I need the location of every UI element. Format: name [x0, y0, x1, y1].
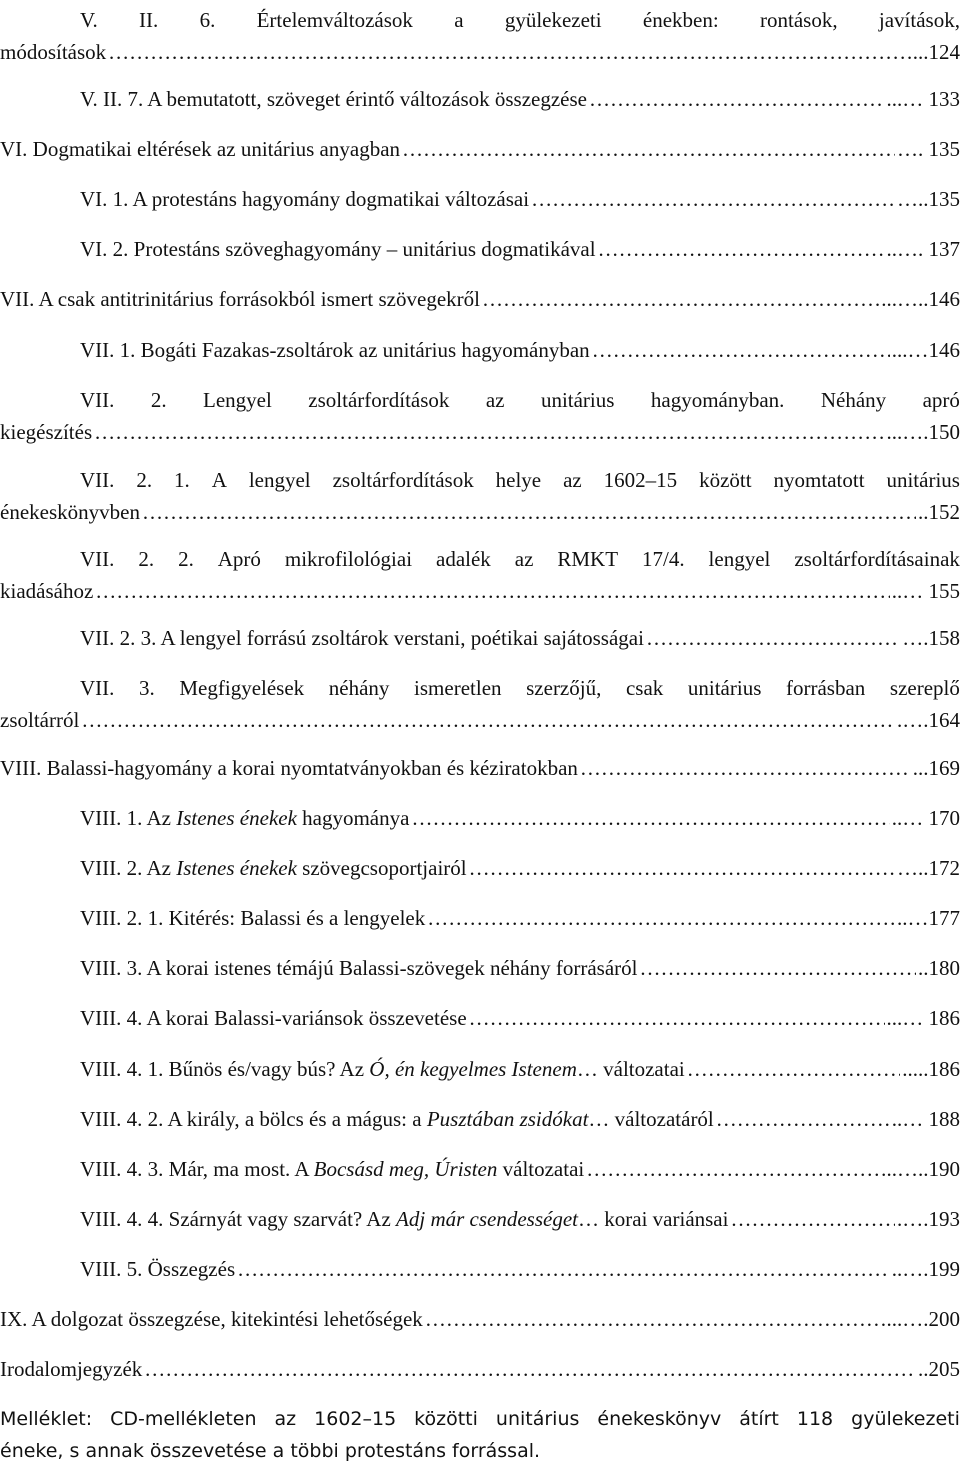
toc-entry-line-2 — [0, 500, 960, 524]
dot-leader — [586, 1157, 884, 1181]
page-number: ..152 — [918, 500, 960, 524]
toc-title-continuation: énekeskönyvben — [0, 500, 140, 524]
dot-leader — [108, 40, 911, 64]
toc-entry-line-1 — [0, 547, 960, 571]
toc-word: Lengyel — [203, 388, 272, 412]
dot-leader — [531, 187, 895, 211]
dot-leader — [81, 708, 895, 732]
toc-entry-line-1 — [0, 676, 960, 700]
page-number: ...…..146 — [881, 287, 960, 311]
toc-word: 1. — [174, 468, 190, 492]
toc-word: az — [275, 1407, 297, 1431]
toc-word: CD-mellékleten — [110, 1407, 256, 1431]
toc-word: apró — [923, 388, 960, 412]
toc-word: hagyományban. — [651, 388, 785, 412]
page-number: ..… 155 — [892, 579, 960, 603]
dot-leader — [730, 1207, 895, 1231]
toc-entry — [0, 468, 960, 524]
toc-title-italic: Istenes énekek — [176, 806, 297, 830]
toc-entry — [0, 756, 960, 780]
toc-title: VII. A csak antitrinitárius forrásokból ismert szövegekről — [0, 287, 480, 311]
dot-leader — [142, 500, 916, 524]
toc-word: 17/4. — [642, 547, 685, 571]
toc-word: ismeretlen — [414, 676, 501, 700]
toc-word: Apró — [218, 547, 261, 571]
toc-word: javítások, — [879, 8, 960, 32]
toc-word: zsoltárfordításainak — [794, 547, 960, 571]
toc-title: VIII. 2. 1. Kitérés: Balassi és a lengyelek — [80, 906, 425, 930]
dot-leader — [94, 420, 884, 444]
toc-word: rontások, — [760, 8, 838, 32]
toc-word: az — [563, 468, 582, 492]
toc-word: unitárius — [496, 1407, 580, 1431]
toc-entry-line-1 — [0, 388, 960, 412]
toc-word: énekben: — [643, 8, 719, 32]
toc-title: Irodalomjegyzék — [0, 1357, 142, 1381]
toc-word: adalék — [436, 547, 491, 571]
dot-leader — [646, 626, 900, 650]
dot-leader — [580, 756, 911, 780]
toc-word: 2. — [151, 388, 167, 412]
toc-word: RMKT — [557, 547, 618, 571]
toc-word: a — [454, 8, 463, 32]
toc-word: 118 — [797, 1407, 833, 1431]
toc-word: átírt — [739, 1407, 779, 1431]
dot-leader — [640, 956, 917, 980]
page-number: …..172 — [897, 856, 960, 880]
page-number: ...…146 — [892, 338, 960, 362]
toc-title — [80, 856, 467, 880]
toc-title-text: … változatáról — [588, 1107, 713, 1131]
page-number: ...124 — [913, 40, 960, 64]
dot-leader — [144, 1357, 916, 1381]
toc-word: között — [699, 468, 752, 492]
toc-word: V. — [80, 8, 98, 32]
toc-title-text: VIII. 4. 3. Már, ma most. A — [80, 1157, 314, 1181]
page-number: ..…..190 — [887, 1157, 960, 1181]
toc-word: az — [515, 547, 534, 571]
toc-title-text: … korai variánsai — [578, 1207, 728, 1231]
page-number: ...….150 — [887, 420, 960, 444]
toc-title-text: VIII. 2. Az — [80, 856, 176, 880]
page-number: ...169 — [913, 756, 960, 780]
toc-title-text: … változatai — [577, 1057, 685, 1081]
page-number: .....186 — [902, 1057, 960, 1081]
toc-word: nyomtatott — [774, 468, 865, 492]
page-number: ..…. 137 — [887, 237, 960, 261]
toc-title-text: VIII. 4. 2. A király, a bölcs és a mágus: a — [80, 1107, 427, 1131]
toc-title — [80, 1157, 584, 1181]
toc-entry — [0, 1057, 960, 1081]
toc-word: 2. — [178, 547, 194, 571]
toc-entry — [0, 676, 960, 732]
toc-entry — [0, 856, 960, 880]
toc-entry-line-1 — [0, 468, 960, 492]
toc-title: VI. Dogmatikai eltérések az unitárius anyagban — [0, 137, 400, 161]
toc-word: 6. — [200, 8, 216, 32]
toc-word: helye — [496, 468, 541, 492]
toc-word: Értelemváltozások — [257, 8, 413, 32]
toc-entry-line-2 — [0, 420, 960, 444]
toc-word: Melléklet: — [0, 1407, 92, 1431]
toc-word: szereplő — [890, 676, 960, 700]
dot-leader — [469, 856, 895, 880]
toc-word: Néhány — [821, 388, 886, 412]
toc-title-italic: Bocsásd meg, Úristen — [314, 1157, 498, 1181]
toc-word: lengyel — [709, 547, 771, 571]
toc-entry — [0, 1407, 960, 1463]
dot-leader — [402, 137, 895, 161]
page-number: ...….200 — [887, 1307, 960, 1331]
page-number: .….164 — [897, 708, 960, 732]
toc-title-italic: Pusztában zsidókat — [427, 1107, 589, 1131]
toc-entry — [0, 287, 960, 311]
toc-word: Megfigyelések — [179, 676, 304, 700]
page-number: ..205 — [918, 1357, 960, 1381]
toc-word: szerzőjű, — [526, 676, 601, 700]
toc-entry — [0, 906, 960, 930]
toc-word: zsoltárfordítások — [333, 468, 474, 492]
toc-word: 1602–15 — [604, 468, 678, 492]
toc-title — [80, 1207, 728, 1231]
toc-word: néhány — [329, 676, 390, 700]
page-number: ..180 — [918, 956, 960, 980]
page-number: ….158 — [902, 626, 960, 650]
toc-entry — [0, 8, 960, 64]
toc-word: gyülekezeti — [851, 1407, 960, 1431]
page-number: …..135 — [897, 187, 960, 211]
toc-word: unitárius — [541, 388, 615, 412]
page-number: ...… 186 — [887, 1006, 960, 1030]
toc-word: 2. — [138, 547, 154, 571]
toc-word: unitárius — [688, 676, 762, 700]
page-number: ..… 170 — [892, 806, 960, 830]
toc-word: forrásban — [786, 676, 865, 700]
toc-entry — [0, 137, 960, 161]
toc-title-italic: Istenes énekek — [176, 856, 297, 880]
toc-word: VII. — [80, 547, 114, 571]
toc-word: VII. — [80, 388, 114, 412]
toc-word: énekeskönyv — [597, 1407, 721, 1431]
toc-word: 2. — [136, 468, 152, 492]
toc-word: gyülekezeti — [505, 8, 602, 32]
page-number: ...… 133 — [887, 87, 960, 111]
toc-entry — [0, 1207, 960, 1231]
toc-word: unitárius — [886, 468, 960, 492]
dot-leader — [425, 1307, 885, 1331]
toc-word: A — [212, 468, 227, 492]
toc-word: lengyel — [249, 468, 311, 492]
dot-leader — [237, 1257, 890, 1281]
toc-entry-line-2 — [0, 40, 960, 64]
dot-leader — [95, 579, 889, 603]
toc-title-continuation: kiadásához — [0, 579, 93, 603]
toc-title-text: szövegcsoportjairól — [297, 856, 467, 880]
dot-leader — [482, 287, 879, 311]
toc-entry — [0, 547, 960, 603]
dot-leader — [589, 87, 885, 111]
toc-title: VII. 1. Bogáti Fazakas-zsoltárok az unitárius hagyományban — [80, 338, 590, 362]
toc-title-continuation: kiegészítés — [0, 420, 92, 444]
page-number: .….193 — [897, 1207, 960, 1231]
toc-entry — [0, 1157, 960, 1181]
toc-title-continuation: zsoltárról — [0, 708, 79, 732]
toc-title: VI. 2. Protestáns szöveghagyomány – unitárius dogmatikával — [80, 237, 596, 261]
toc-title-text: hagyománya — [297, 806, 410, 830]
dot-leader — [687, 1057, 901, 1081]
toc-word: zsoltárfordítások — [308, 388, 449, 412]
toc-entry — [0, 1006, 960, 1030]
toc-title-text: VIII. 4. 4. Szárnyát vagy szarvát? Az — [80, 1207, 396, 1231]
page-number: ..…177 — [897, 906, 960, 930]
dot-leader — [469, 1006, 885, 1030]
toc-entry — [0, 1257, 960, 1281]
toc-entry-line-1 — [0, 1407, 960, 1431]
toc-entry — [0, 1357, 960, 1381]
toc-title: VIII. Balassi-hagyomány a korai nyomtatványokban és kéziratokban — [0, 756, 578, 780]
toc-title: IX. A dolgozat összegzése, kitekintési lehetőségek — [0, 1307, 423, 1331]
toc-word: csak — [626, 676, 663, 700]
toc-word: VII. — [80, 676, 114, 700]
toc-entry — [0, 237, 960, 261]
toc-entry — [0, 1107, 960, 1131]
page-number: ..… 188 — [892, 1107, 960, 1131]
toc-entry — [0, 1307, 960, 1331]
toc-entry-line-1 — [0, 8, 960, 32]
toc-entry-line-2 — [0, 708, 960, 732]
toc-title: VII. 2. 3. A lengyel forrású zsoltárok verstani, poétikai sajátosságai — [80, 626, 644, 650]
toc-entry — [0, 806, 960, 830]
page-number: …. 135 — [897, 137, 960, 161]
toc-title — [80, 806, 409, 830]
toc-word: II. — [139, 8, 158, 32]
toc-title-text: változatai — [497, 1157, 584, 1181]
toc-word: 3. — [139, 676, 155, 700]
toc-title — [80, 1057, 685, 1081]
toc-title: V. II. 7. A bemutatott, szöveget érintő változások összegzése — [80, 87, 587, 111]
toc-word: az — [486, 388, 505, 412]
toc-entry — [0, 87, 960, 111]
toc-title-italic: Ó, én kegyelmes Istenem — [369, 1057, 577, 1081]
toc-entry — [0, 956, 960, 980]
toc-title-text: VIII. 4. 1. Bűnös és/vagy bús? Az — [80, 1057, 369, 1081]
toc-entry-line-2 — [0, 1439, 960, 1463]
toc-title: VI. 1. A protestáns hagyomány dogmatikai változásai — [80, 187, 529, 211]
toc-title — [80, 1107, 714, 1131]
toc-word: mikrofilológiai — [285, 547, 412, 571]
toc-title: VIII. 3. A korai istenes témájú Balassi-szövegek néhány forrásáról — [80, 956, 638, 980]
toc-title-italic: Adj már csendességet — [396, 1207, 578, 1231]
toc-word: közötti — [414, 1407, 478, 1431]
toc-title-text: VIII. 1. Az — [80, 806, 176, 830]
toc-title-continuation: módosítások — [0, 40, 106, 64]
dot-leader — [598, 237, 885, 261]
toc-word: VII. — [80, 468, 114, 492]
toc-title: VIII. 5. Összegzés — [80, 1257, 235, 1281]
dot-leader — [427, 906, 895, 930]
toc-title-continuation: éneke, s annak összevetése a többi protestáns forrással. — [0, 1439, 540, 1463]
toc-entry — [0, 187, 960, 211]
dot-leader — [592, 338, 890, 362]
toc-entry — [0, 338, 960, 362]
page-number: ..….199 — [892, 1257, 960, 1281]
dot-leader — [411, 806, 889, 830]
dot-leader — [716, 1107, 890, 1131]
toc-entry-line-2 — [0, 579, 960, 603]
toc-entry — [0, 626, 960, 650]
toc-entry — [0, 388, 960, 444]
toc-title: VIII. 4. A korai Balassi-variánsok összevetése — [80, 1006, 467, 1030]
toc-word: 1602–15 — [314, 1407, 396, 1431]
